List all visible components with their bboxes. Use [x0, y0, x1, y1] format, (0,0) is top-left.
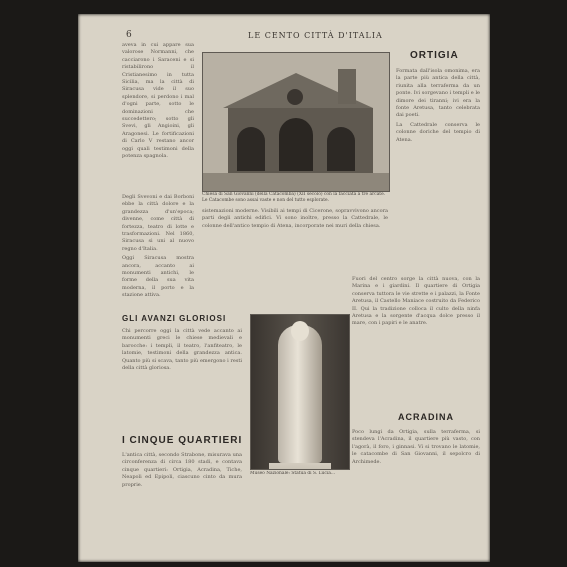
heading-quartieri: I CINQUE QUARTIERI	[122, 435, 243, 446]
column-1-text-d: Chi percorre oggi la città vede accanto ai monumenti greci le chiese medievali e barocche: i templi, il teatro, l'anfiteatro, le latomie, testimoni della grandezza antica. Quanto più si scava, tanto più emergono i resti della città gloriosa.	[122, 328, 242, 372]
statue-caption: Museo Nazionale: Statua di S. Lucia...	[250, 471, 336, 476]
column-3-acradina	[352, 429, 480, 549]
heading-ortigia: ORTIGIA	[410, 50, 459, 61]
column-1-text-a: aveva in cui appare sua valorose Normanni, che cacciarono i Saraceni e si ristabilirono il Cristianesimo in tutta Sicilia, ma la città di Siracusa vide il suo splendore, si perdono i mal d'ogni parte, sotto le dominazioni che succedettero; sotto gli Svevi, gli Angioini, gli Aragonesi. Le fortificazioni di Carlo V restano ancor oggi quali testimoni della potenza spagnola.	[122, 42, 194, 160]
column-1-avanzi	[122, 328, 242, 428]
column-2-text-a: sistemazioni moderne. Visibili ai tempi di Cicerone, sopravvivono ancora parti degli antichi edifici. Vi sono inoltre, presso la Cattedrale, le colonne dell'antico tempio di Atena, incorporate nei muri della chiesa.	[202, 208, 388, 229]
church-caption: Chiesa di San Giovanni (della Catacomba) (XII secolo) con la facciata a tre arcate. Le Catacombe sono assai vaste e non del tutto esplorate.	[202, 192, 386, 203]
column-1-text-e: L'antica città, secondo Strabone, misurava una circonferenza di circa 180 stadi, e contava cinque quartieri: Ortigia, Acradina, Tiche, Neapoli ed Epipoli, ciascuno cinto da mura proprie.	[122, 452, 242, 488]
statue-photo	[250, 314, 350, 470]
statue-head	[291, 321, 309, 341]
page-number: 6	[126, 30, 132, 40]
column-2-upper	[202, 208, 388, 272]
column-2-text-b: Fuori del centro sorge la città nuova, con la Marina e i giardini. Il quartiere di Ortigia conserva tuttora le vie strette e i palazzi, la Fonte Aretusa, il Castello Maniace costruito da Federico II. Qui la tradizione colloca il culto della ninfa Aretusa e la sorgente d'acqua dolce presso il mare, con i papiri e le anatre.	[352, 276, 480, 327]
column-1-middle	[122, 194, 194, 304]
running-title: LE CENTO CITTÀ D'ITALIA	[248, 31, 383, 40]
statue-pedestal	[269, 463, 331, 470]
statue-figure	[278, 325, 322, 463]
column-3-ortigia	[396, 68, 480, 268]
column-1-top	[122, 42, 194, 192]
column-1-text-c: Oggi Siracusa mostra ancora, accanto ai monumenti antichi, le forme della sua vita moderna, il porto e la stazione attiva.	[122, 255, 194, 299]
heading-acradina: ACRADINA	[398, 412, 454, 422]
column-2-lower	[352, 276, 480, 396]
heading-avanzi: GLI AVANZI GLORIOSI	[122, 314, 227, 323]
column-3-text-a: Formata dall'isola omonima, era la parte più antica della città, riunita alla terraferma da un ponte. Ivi sorgevano i templi e le dimore dei tiranni; ivi era la fonte Aretusa, tanto celebrata dai poeti.	[396, 68, 480, 119]
church-facade-illustration	[203, 53, 389, 191]
column-1-quartieri	[122, 452, 242, 552]
church-photo	[202, 52, 390, 192]
magazine-page	[78, 14, 490, 562]
column-1-text-b: Degli Svevoni e dai Borboni ebbe la città dolore e la grandezza d'un'epoca; divenne, come città di fortezza, teatro di lotte e trasformazioni. Nel 1860, Siracusa si uni al nuovo regno d'Italia.	[122, 194, 194, 252]
column-3-text-c: Poco lungi da Ortigia, sulla terraferma, si stendeva l'Acradina, il quartiere più vasto, con l'agorà, il foro, i ginnasi. Vi si trovano le latomie, le catacombe di San Giovanni, il sepolcro di Archimede.	[352, 429, 480, 465]
column-3-text-b: La Cattedrale conserva le colonne doriche del tempio di Atena.	[396, 121, 480, 143]
